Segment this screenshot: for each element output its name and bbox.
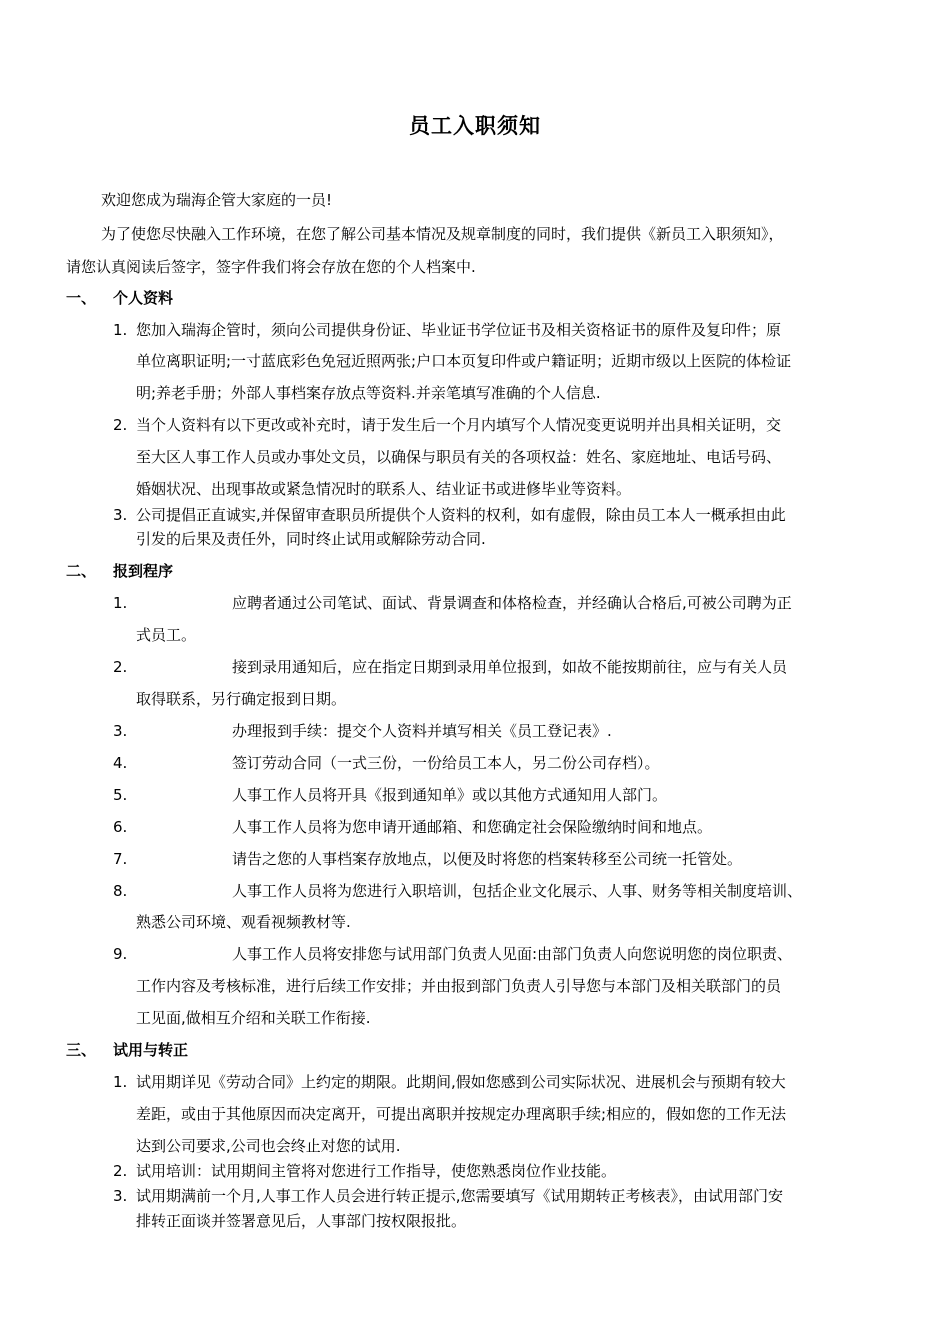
section-heading: 试用与转正 [113, 1041, 189, 1059]
list-item-line: 工见面,做相互介绍和关联工作衔接. [136, 1009, 371, 1027]
list-item-line: 请告之您的人事档案存放地点，以便及时将您的档案转移至公司统一托管处。 [232, 850, 743, 868]
list-item-line: 您加入瑞海企管时，须向公司提供身份证、毕业证书学位证书及相关资格证书的原件及复印件；原 [136, 321, 782, 339]
list-item-number: 2. [113, 658, 128, 676]
section-number: 三、 [66, 1041, 97, 1059]
list-item-number: 3. [113, 1187, 128, 1205]
list-item-line: 引发的后果及责任外，同时终止试用或解除劳动合同. [136, 530, 486, 548]
list-item-line: 熟悉公司环境、观看视频教材等. [136, 913, 351, 931]
list-item-line: 试用期满前一个月,人事工作人员会进行转正提示,您需要填写《试用期转正考核表》，由试用部门安 [136, 1187, 784, 1205]
list-item-line: 人事工作人员将为您进行入职培训，包括企业文化展示、人事、财务等相关制度培训、 [232, 882, 803, 900]
list-item-line: 试用培训：试用期间主管将对您进行工作指导，使您熟悉岗位作业技能。 [136, 1162, 617, 1180]
list-item-line: 人事工作人员将安排您与试用部门负责人见面:由部门负责人向您说明您的岗位职责、 [232, 945, 793, 963]
section-heading: 报到程序 [113, 562, 174, 580]
list-item-line: 至大区人事工作人员或办事处文员，以确保与职员有关的各项权益：姓名、家庭地址、电话号码、 [136, 448, 782, 466]
list-item-number: 1. [113, 321, 128, 339]
list-item-number: 8. [113, 882, 128, 900]
list-item-line: 签订劳动合同（一式三份，一份给员工本人，另二份公司存档）。 [232, 754, 660, 772]
section-heading: 个人资料 [113, 289, 174, 307]
list-item-number: 2. [113, 1162, 128, 1180]
list-item-number: 9. [113, 945, 128, 963]
list-item-line: 应聘者通过公司笔试、面试、背景调查和体格检查，并经确认合格后,可被公司聘为正 [232, 594, 792, 612]
list-item-line: 明;养老手册；外部人事档案存放点等资料.并亲笔填写准确的个人信息. [136, 384, 601, 402]
list-item-line: 办理报到手续：提交个人资料并填写相关《员工登记表》. [232, 722, 612, 740]
list-item-line: 试用期详见《劳动合同》上约定的期限。此期间,假如您感到公司实际状况、进展机会与预期有较大 [136, 1073, 786, 1091]
list-item-line: 人事工作人员将开具《报到通知单》或以其他方式通知用人部门。 [232, 786, 668, 804]
list-item-line: 婚姻状况、出现事故或紧急情况时的联系人、结业证书或进修毕业等资料。 [136, 480, 632, 498]
list-item-line: 取得联系，另行确定报到日期。 [136, 690, 347, 708]
list-item-number: 3. [113, 506, 128, 524]
document-title: 员工入职须知 [409, 114, 541, 138]
list-item-line: 接到录用通知后，应在指定日期到录用单位报到，如故不能按期前往，应与有关人员 [232, 658, 788, 676]
list-item-line: 公司提倡正直诚实,并保留审查职员所提供个人资料的权利，如有虚假，除由员工本人一概承担由此 [136, 506, 786, 524]
list-item-line: 差距，或由于其他原因而决定离开，可提出离职并按规定办理离职手续;相应的，假如您的工作无法 [136, 1105, 787, 1123]
list-item-number: 4. [113, 754, 128, 772]
list-item-number: 6. [113, 818, 128, 836]
section-number: 二、 [66, 562, 97, 580]
intro-paragraph-line: 请您认真阅读后签字，签字件我们将会存放在您的个人档案中. [66, 258, 476, 276]
list-item-line: 达到公司要求,公司也会终止对您的试用. [136, 1137, 401, 1155]
list-item-line: 单位离职证明;一寸蓝底彩色免冠近照两张;户口本页复印件或户籍证明；近期市级以上医院的体检证 [136, 352, 792, 370]
list-item-line: 人事工作人员将为您申请开通邮箱、和您确定社会保险缴纳时间和地点。 [232, 818, 713, 836]
section-number: 一、 [66, 289, 97, 307]
list-item-line: 式员工。 [136, 626, 197, 644]
list-item-number: 2. [113, 416, 128, 434]
list-item-number: 7. [113, 850, 128, 868]
list-item-line: 当个人资料有以下更改或补充时，请于发生后一个月内填写个人情况变更说明并出具相关证明，交 [136, 416, 782, 434]
list-item-number: 1. [113, 594, 128, 612]
list-item-line: 工作内容及考核标准，进行后续工作安排；并由报到部门负责人引导您与本部门及相关联部门的员 [136, 977, 782, 995]
list-item-number: 3. [113, 722, 128, 740]
list-item-number: 1. [113, 1073, 128, 1091]
intro-paragraph-line: 为了使您尽快融入工作环境，在您了解公司基本情况及规章制度的同时，我们提供《新员工入职须知》， [101, 225, 784, 243]
list-item-line: 排转正面谈并签署意见后，人事部门按权限报批。 [136, 1212, 467, 1230]
list-item-number: 5. [113, 786, 128, 804]
intro-welcome: 欢迎您成为瑞海企管大家庭的一员! [101, 191, 333, 209]
